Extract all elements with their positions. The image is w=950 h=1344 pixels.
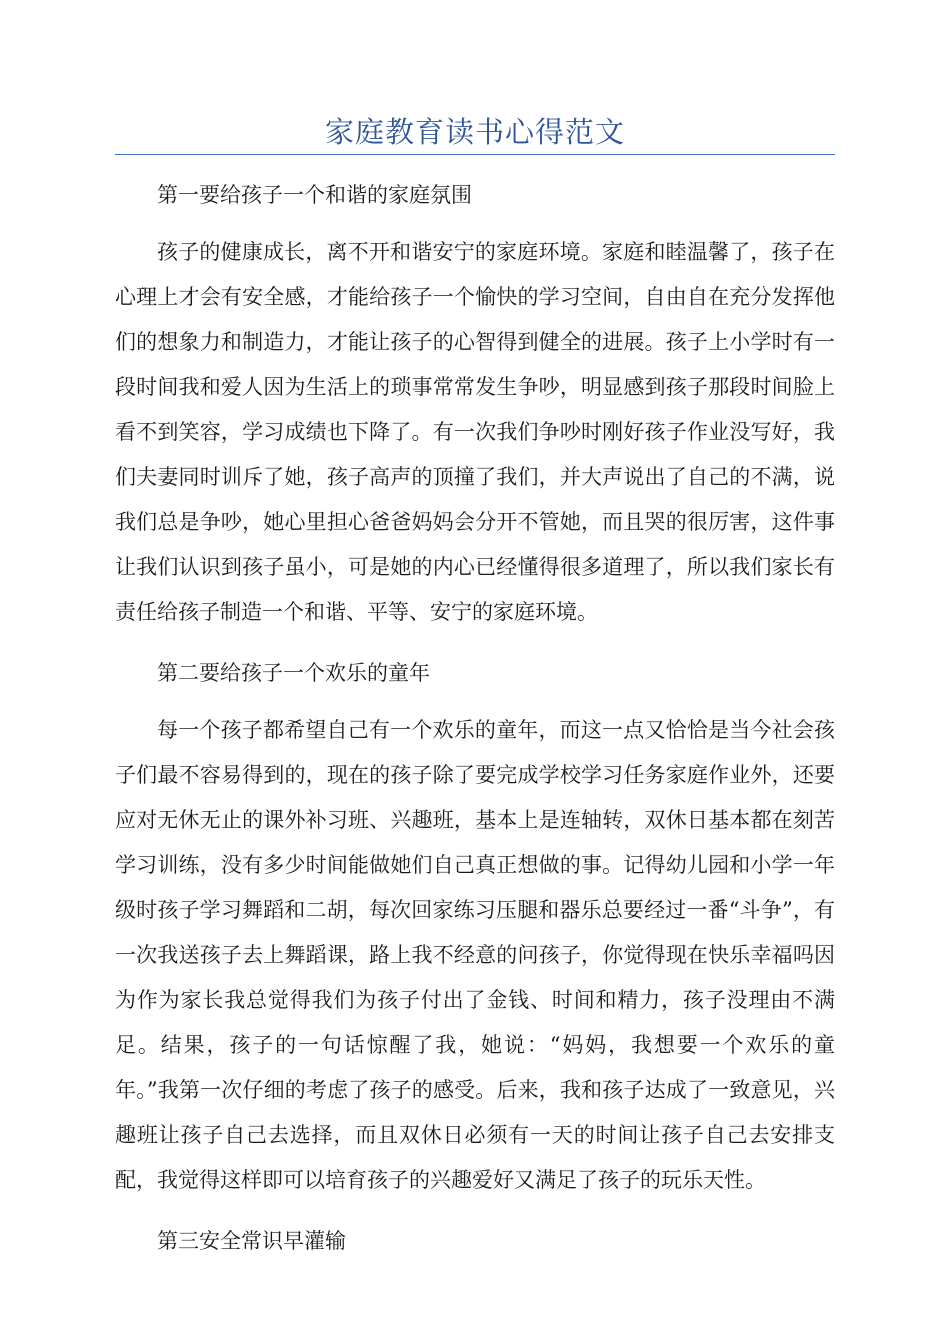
section-heading-2: 第二要给孩子一个欢乐的童年 [157,661,430,685]
section-heading-1: 第一要给孩子一个和谐的家庭氛围 [157,183,472,207]
document-title: 家庭教育读书心得范文 [324,115,625,149]
section-heading-3: 第三安全常识早灌输 [157,1229,346,1253]
body-paragraph-2: 每一个孩子都希望自己有一个欢乐的童年，而这一点又恰恰是当今社会孩子们最不容易得到的，现在的孩子除了要完成学校学习任务家庭作业外，还要应对无休无止的课外补习班、兴趣班，基本上是连轴转，双休日基本都在刻苦学习训练，没有多少时间能做她们自己真正想做的事。记得幼儿园和小学一年级时孩子学习舞蹈和二胡，每次回家练习压腿和器乐总要经过一番“斗争”，有一次我送孩子去上舞蹈课，路上我不经意的问孩子，你觉得现在快乐幸福吗因为作为家长我总觉得我们为孩子付出了金钱、时间和精力，孩子没理由不满足。结果，孩子的一句话惊醒了我，她说：“妈妈，我想要一个欢乐的童年。”我第一次仔细的考虑了孩子的感受。后来，我和孩子达成了一致意见，兴趣班让孩子自己去选择，而且双休日必须有一天的时间让孩子自己去安排支配，我觉得这样即可以培育孩子的兴趣爱好又满足了孩子的玩乐天性。 [115,718,835,1192]
body-paragraph-1: 孩子的健康成长，离不开和谐安宁的家庭环境。家庭和睦温馨了，孩子在心理上才会有安全感，才能给孩子一个愉快的学习空间，自由自在充分发挥他们的想象力和制造力，才能让孩子的心智得到健全的进展。孩子上小学时有一段时间我和爱人因为生活上的琐事常常发生争吵，明显感到孩子那段时间脸上看不到笑容，学习成绩也下降了。有一次我们争吵时刚好孩子作业没写好，我们夫妻同时训斥了她，孩子高声的顶撞了我们，并大声说出了自己的不满，说我们总是争吵，她心里担心爸爸妈妈会分开不管她，而且哭的很厉害，这件事让我们认识到孩子虽小，可是她的内心已经懂得很多道理了，所以我们家长有责任给孩子制造一个和谐、平等、安宁的家庭环境。 [115,240,835,624]
title-underline [115,154,835,155]
document-body [115,173,835,1276]
